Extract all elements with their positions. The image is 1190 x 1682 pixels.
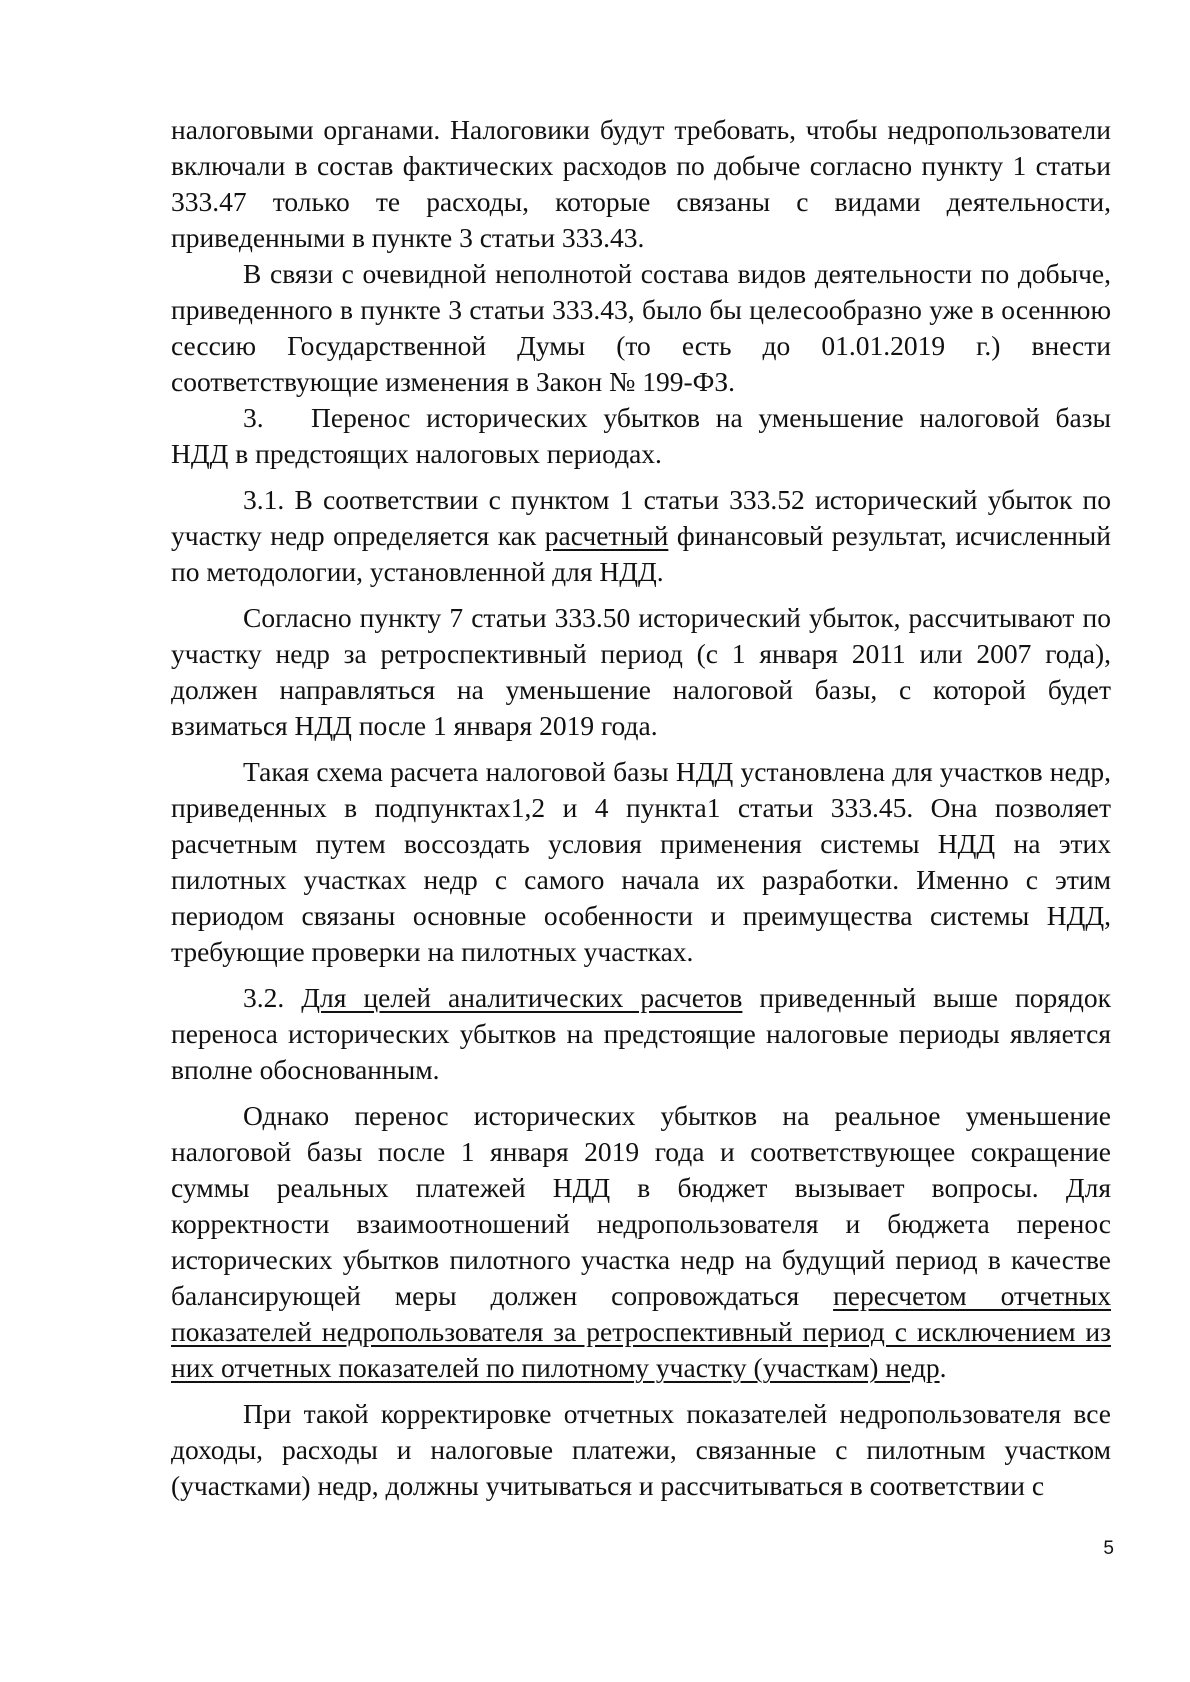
paragraph-text: Такая схема расчета налоговой базы НДД установлена для участков недр, приведенных в подпунктах1,2 и 4 пункта1 статьи 333.45. Она позволяет расчетным путем воссоздать условия применения системы НДД на этих пилотных участках недр с самого начала их разработки. Именно с этим периодом связаны основные особенности и преимущества системы НДД, требующие проверки на пилотных участках. [171,756,1111,967]
underlined-term: расчетный [544,520,669,551]
paragraph-text: Согласно пункту 7 статьи 333.50 исторический убыток, рассчитывают по участку недр за ретроспективный период (с 1 января 2011 или 2007 года), должен направляться на уменьшение налоговой базы, с которой будет взиматься НДД после 1 января 2019 года. [171,602,1111,741]
paragraph-however [171,1098,1111,1386]
paragraph-correction [171,1396,1111,1504]
paragraph-text: Однако перенос исторических убытков на реальное уменьшение налоговой базы после 1 января 2019 года и соответствующее сокращение суммы реальных платежей НДД в бюджет вызывает вопросы. Для корректности взаимоотношений недропользователя и бюджета перенос исторических убытков пилотного участка недр на будущий период в качестве балансирующей меры должен сопровождаться [171,1100,1111,1311]
paragraph-text: финансовый результат, исчисленный по методологии, установленной для НДД. [171,520,1111,587]
section-number: 3. [243,402,264,433]
paragraph-scheme [171,754,1111,970]
section-heading-3 [171,400,1111,472]
paragraph-incompleteness [171,256,1111,400]
paragraph-continuation [171,112,1111,256]
paragraph-text: приведенный выше порядок переноса исторических убытков на предстоящие налоговые периоды является вполне обоснованным. [171,982,1111,1085]
paragraph-text: 3.1. В соответствии с пунктом 1 статьи 333.52 исторический убыток по участку недр определяется как [171,484,1111,551]
paragraph-text: налоговыми органами. Налоговики будут требовать, чтобы недропользователи включали в состав фактических расходов по добыче согласно пункту 1 статьи 333.47 только те расходы, которые связаны с видами деятельности, приведенными в пункте 3 статьи 333.43. [171,114,1111,253]
underlined-term: пересчетом отчетных показателей недропользователя за ретроспективный период с исключением из них отчетных показателей по пилотному участку (участкам) недр [171,1280,1111,1383]
paragraph-text: В связи с очевидной неполнотой состава видов деятельности по добыче, приведенного в пункте 3 статьи 333.43, было бы целесообразно уже в осеннюю сессию Государственной Думы (то есть до 01.01.2019 г.) внести соответствующие изменения в Закон № 199-ФЗ. [171,258,1111,397]
paragraph-text: . [939,1352,947,1383]
section-heading-text: Перенос исторических убытков на уменьшение налоговой базы НДД в предстоящих налоговых периодах. [171,402,1111,469]
paragraph-historical-loss [171,600,1111,744]
paragraph-3-1 [171,482,1111,590]
paragraph-3-2 [171,980,1111,1088]
page-number: 5 [1103,1538,1114,1559]
document-body [171,112,1111,1504]
underlined-term: Для целей аналитических расчетов [301,982,743,1013]
paragraph-text: При такой корректировке отчетных показателей недропользователя все доходы, расходы и налоговые платежи, связанные с пилотным участком (участками) недр, должны учитываться и рассчитываться в соответствии с [171,1398,1111,1501]
paragraph-text: 3.2. [243,982,302,1013]
